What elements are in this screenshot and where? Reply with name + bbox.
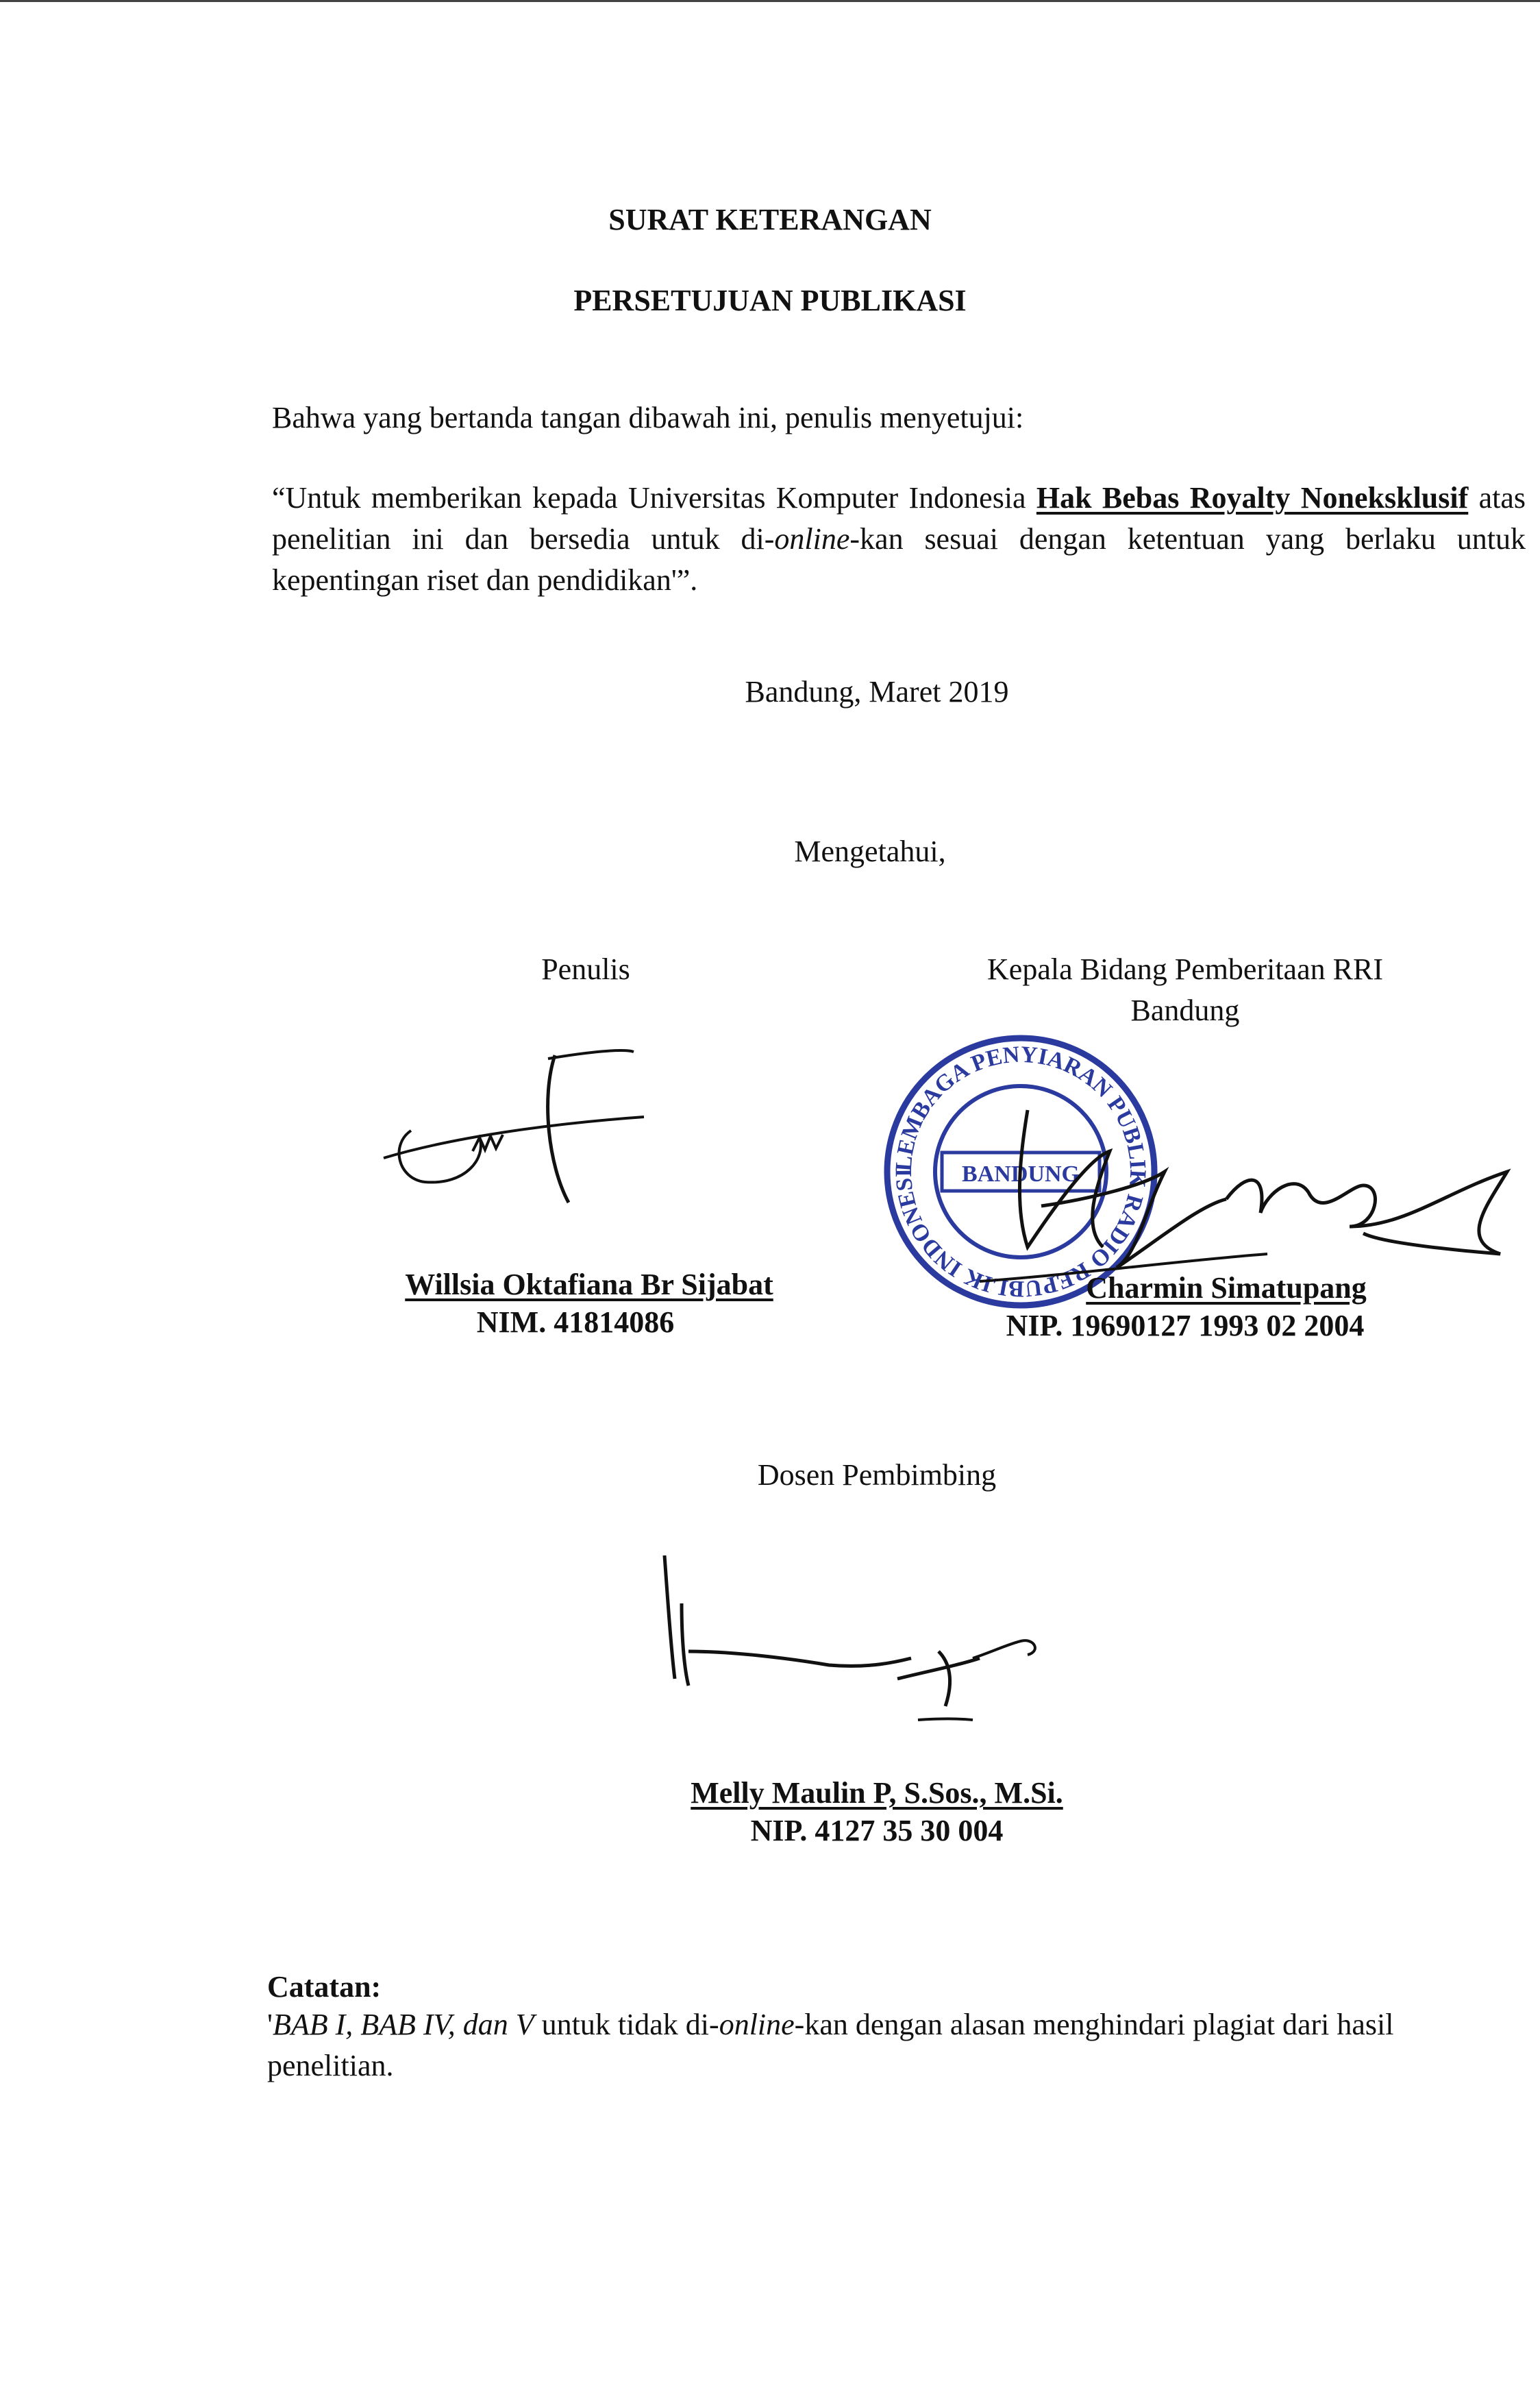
- head-id: NIP. 19690127 1993 02 2004: [1006, 1309, 1365, 1342]
- author-signature: [370, 1042, 658, 1199]
- document-title: SURAT KETERANGAN: [608, 203, 932, 236]
- scan-edge-line: [0, 0, 1540, 2]
- stamp-outer-textpath: LEMBAGA PENYIARAN PUBLIK RADIO REPUBLIK INDONESIA: [868, 1008, 1151, 1302]
- note-prefix: ': [267, 2008, 273, 2041]
- supervisor-name: Melly Maulin P, S.Sos., M.Si.: [691, 1776, 1063, 1810]
- supervisor-id: NIP. 4127 35 30 004: [750, 1814, 1004, 1847]
- acknowledged-label: Mengetahui,: [794, 835, 946, 868]
- place-date: Bandung, Maret 2019: [745, 675, 1009, 709]
- stamp-center-text: BANDUNG: [962, 1161, 1080, 1187]
- intro-paragraph: Bahwa yang bertanda tangan dibawah ini, penulis menyetujui:: [272, 401, 1024, 434]
- author-name: Willsia Oktafiana Br Sijabat: [405, 1268, 773, 1301]
- head-name: Charmin Simatupang: [1086, 1271, 1367, 1305]
- note-text1: untuk tidak di-: [534, 2008, 719, 2041]
- statement-paragraph: [272, 478, 1526, 601]
- note-text2: -kan dengan alasan menghindari plagiat dari hasil penelitian.: [267, 2008, 1394, 2082]
- statement-part3: -kan sesuai dengan ketentuan yang berlaku untuk kepentingan riset dan pendidikan'”.: [272, 522, 1526, 597]
- head-role-line2: Bandung: [1130, 994, 1240, 1027]
- author-id: NIM. 41814086: [476, 1305, 675, 1339]
- statement-online: online: [774, 522, 850, 556]
- statement-part1: “Untuk memberikan kepada Universitas Komputer Indonesia: [272, 481, 1036, 515]
- author-role: Penulis: [541, 952, 630, 986]
- note-online: online: [719, 2008, 795, 2041]
- note-chapters: BAB I, BAB IV, dan V: [272, 2008, 534, 2041]
- document-subtitle: PERSETUJUAN PUBLIKASI: [573, 284, 967, 317]
- note-heading: Catatan:: [267, 1970, 382, 2004]
- supervisor-role: Dosen Pembimbing: [757, 1458, 997, 1492]
- supervisor-signature: [651, 1549, 1096, 1740]
- head-role-line1: Kepala Bidang Pemberitaan RRI: [987, 952, 1383, 986]
- statement-part2: atas penelitian ini dan bersedia untuk di-: [272, 481, 1526, 556]
- note-paragraph: [267, 2004, 1514, 2086]
- statement-rights: Hak Bebas Royalty Noneksklusif: [1036, 481, 1469, 515]
